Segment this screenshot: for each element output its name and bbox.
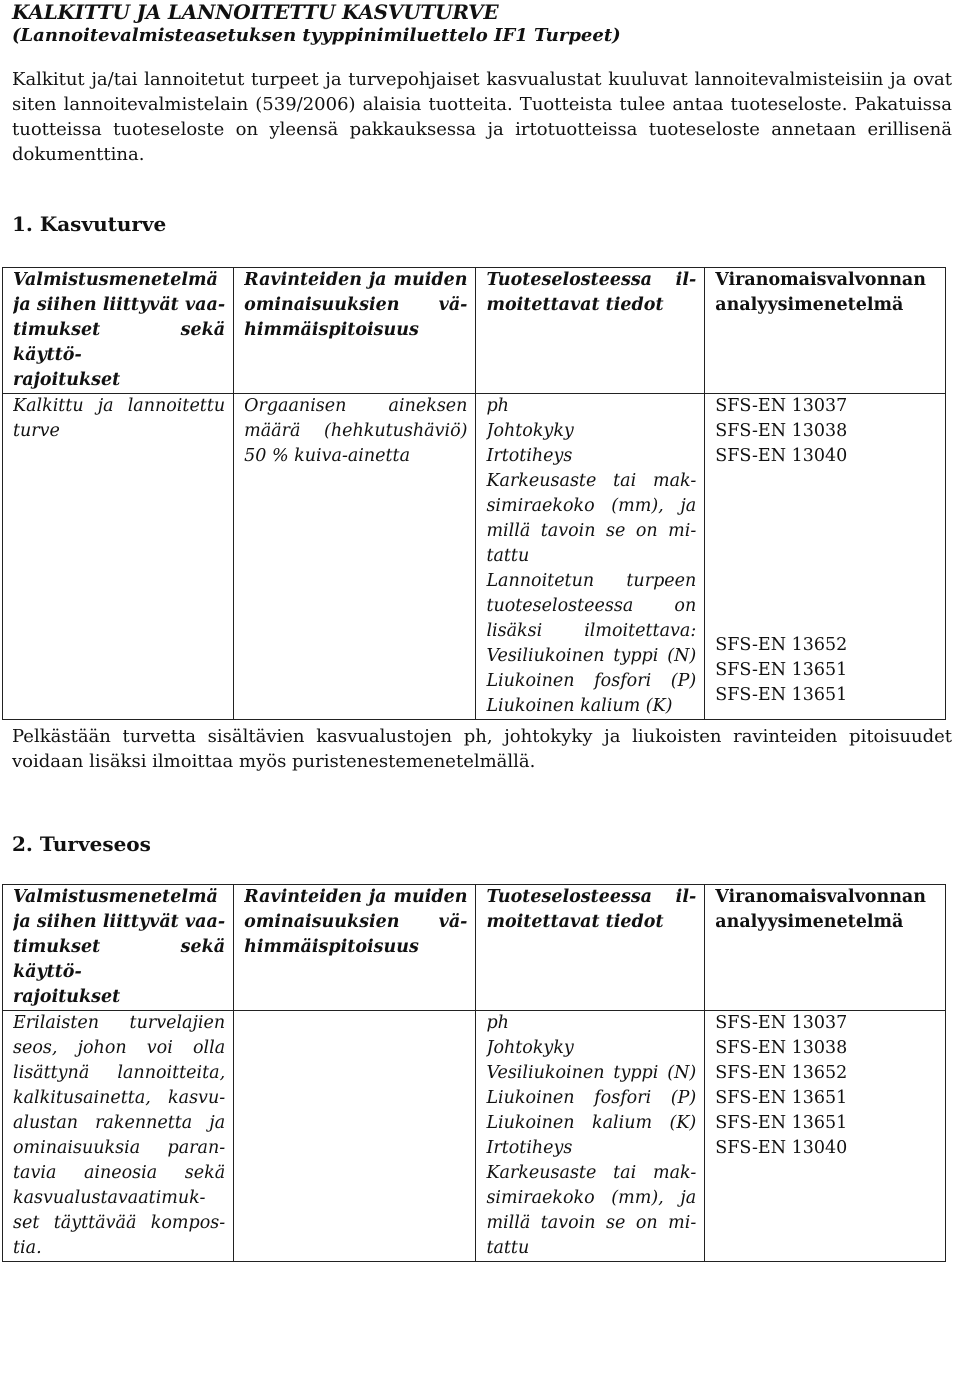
cell-line: Irtotiheys	[486, 446, 573, 466]
cell-line: Liukoinen kalium (K)	[486, 696, 673, 716]
cell-line: Tuoteselosteessa il-	[486, 270, 697, 290]
cell-line: moitettavat tiedot	[486, 912, 664, 932]
cell-declaration	[476, 1011, 705, 1262]
cell-line: SFS-EN 13037	[715, 396, 848, 416]
cell-line: Johtokyky	[486, 421, 574, 441]
cell-line: set täyttävää kompos-	[13, 1213, 226, 1233]
cell-line: simiraekoko (mm), ja	[486, 1188, 697, 1208]
cell-line: Tuoteselosteessa il-	[486, 887, 697, 907]
cell-line: SFS-EN 13652	[715, 635, 848, 655]
cell-line: kasvualustavaatimuk-	[13, 1188, 206, 1208]
cell-line: alustan rakennetta ja	[13, 1113, 226, 1133]
cell-line: lisättynä lannoitteita,	[13, 1063, 226, 1083]
cell-line: ja siihen liittyvät vaa-	[13, 912, 226, 932]
intro-paragraph: Kalkitut ja/tai lannoitetut turpeet ja turvepohjaiset kasvualustat kuuluvat lannoitevalmisteisiin ja ovat siten lannoitevalmistelain (539/2006) alaisia tuotteita. Tuotteista tulee antaa tuoteseloste. Pakatuissa tuotteissa tuoteseloste on yleensä pakkauksessa ja irtotuotteissa tuoteseloste annetaan erillisenä dokumenttina.	[12, 69, 952, 165]
header-contents	[234, 885, 476, 1011]
cell-line: seos, johon voi olla	[13, 1038, 226, 1058]
cell-line: Viranomaisvalvonnan	[715, 887, 926, 907]
cell-line: SFS-EN 13651	[715, 1088, 848, 1108]
cell-line: turve	[13, 421, 60, 441]
cell-line: Johtokyky	[486, 1038, 574, 1058]
document-title: KALKITTU JA LANNOITETTU KASVUTURVE	[12, 0, 499, 24]
cell-line: timukset sekä käyttö-	[13, 320, 226, 365]
cell-line: Liukoinen fosfori (P)	[486, 1088, 697, 1108]
cell-line: ominaisuuksia paran-	[13, 1138, 226, 1158]
cell-line: Erilaisten turvelajien	[13, 1013, 226, 1033]
cell-line: ja siihen liittyvät vaa-	[13, 295, 226, 315]
cell-line: millä tavoin se on mi-	[486, 521, 697, 541]
cell-line: tavia aineosia sekä	[13, 1163, 226, 1183]
cell-line: Vesiliukoinen typpi (N)	[486, 1063, 697, 1083]
header-manufacturing	[3, 885, 234, 1011]
cell-line: Viranomaisvalvonnan	[715, 270, 926, 290]
kasvuturve-table	[2, 267, 946, 720]
cell-line: Karkeusaste tai mak-	[486, 471, 697, 491]
cell-analysis	[705, 394, 946, 720]
cell-line: 50 % kuiva-ainetta	[244, 446, 411, 466]
document-subtitle: (Lannoitevalmisteasetuksen tyyppinimiluettelo IF1 Turpeet)	[12, 25, 621, 46]
cell-contents	[234, 1011, 476, 1262]
cell-line: Lannoitetun turpeen	[486, 571, 697, 591]
header-manufacturing	[3, 268, 234, 394]
header-declaration	[476, 268, 705, 394]
table-header-row	[3, 885, 946, 1011]
cell-line: rajoitukset	[13, 987, 121, 1007]
cell-line: SFS-EN 13651	[715, 685, 848, 705]
cell-line: lisäksi ilmoitettava:	[486, 621, 697, 641]
cell-line: ominaisuuksien vä-	[244, 912, 468, 932]
cell-line: Valmistusmenetelmä	[13, 887, 218, 907]
table-row	[3, 394, 946, 720]
cell-line: moitettavat tiedot	[486, 295, 664, 315]
cell-line: Karkeusaste tai mak-	[486, 1163, 697, 1183]
note-paragraph: Pelkästään turvetta sisältävien kasvualustojen ph, johtokyky ja liukoisten ravinteiden pitoisuudet voidaan lisäksi ilmoittaa myös puristenestemenetelmällä.	[12, 726, 952, 772]
cell-line: himmäispitoisuus	[244, 937, 419, 957]
header-analysis	[705, 268, 946, 394]
cell-line: millä tavoin se on mi-	[486, 1213, 697, 1233]
section-heading-turveseos: 2. Turveseos	[12, 832, 151, 856]
cell-line: SFS-EN 13040	[715, 446, 848, 466]
cell-line: Orgaanisen aineksen	[244, 396, 468, 416]
cell-line: määrä (hehkutushäviö)	[244, 421, 468, 441]
cell-manufacturing	[3, 394, 234, 720]
header-analysis	[705, 885, 946, 1011]
cell-analysis	[705, 1011, 946, 1262]
cell-line: analyysimenetelmä	[715, 295, 904, 315]
section-heading-kasvuturve: 1. Kasvuturve	[12, 212, 167, 236]
cell-declaration	[476, 394, 705, 720]
table-header-row	[3, 268, 946, 394]
cell-line: tia.	[13, 1238, 42, 1258]
cell-line: kalkitusainetta, kasvu-	[13, 1088, 226, 1108]
cell-line: analyysimenetelmä	[715, 912, 904, 932]
cell-line: simiraekoko (mm), ja	[486, 496, 697, 516]
cell-line: SFS-EN 13652	[715, 1063, 848, 1083]
cell-line: Liukoinen fosfori (P)	[486, 671, 697, 691]
cell-line: ph	[486, 1013, 509, 1033]
cell-line: SFS-EN 13651	[715, 660, 848, 680]
cell-line: Ravinteiden ja muiden	[244, 887, 468, 907]
cell-line: tattu	[486, 546, 530, 566]
cell-line: SFS-EN 13651	[715, 1113, 848, 1133]
cell-line: Liukoinen kalium (K)	[486, 1113, 697, 1133]
cell-line: Kalkittu ja lannoitettu	[13, 396, 226, 416]
cell-line: Irtotiheys	[486, 1138, 573, 1158]
turveseos-table	[2, 884, 946, 1262]
title-block	[12, 0, 952, 47]
cell-line: tattu	[486, 1238, 530, 1258]
cell-line: Ravinteiden ja muiden	[244, 270, 468, 290]
cell-line: Vesiliukoinen typpi (N)	[486, 646, 697, 666]
cell-contents	[234, 394, 476, 720]
cell-line: SFS-EN 13038	[715, 1038, 848, 1058]
header-contents	[234, 268, 476, 394]
cell-line: himmäispitoisuus	[244, 320, 419, 340]
cell-line: ph	[486, 396, 509, 416]
table-row	[3, 1011, 946, 1262]
cell-line: ominaisuuksien vä-	[244, 295, 468, 315]
cell-line: tuoteselosteessa on	[486, 596, 697, 616]
cell-line: SFS-EN 13037	[715, 1013, 848, 1033]
cell-line: SFS-EN 13040	[715, 1138, 848, 1158]
cell-line: SFS-EN 13038	[715, 421, 848, 441]
cell-line: timukset sekä käyttö-	[13, 937, 226, 982]
header-declaration	[476, 885, 705, 1011]
cell-line: Valmistusmenetelmä	[13, 270, 218, 290]
cell-line: rajoitukset	[13, 370, 121, 390]
cell-manufacturing	[3, 1011, 234, 1262]
